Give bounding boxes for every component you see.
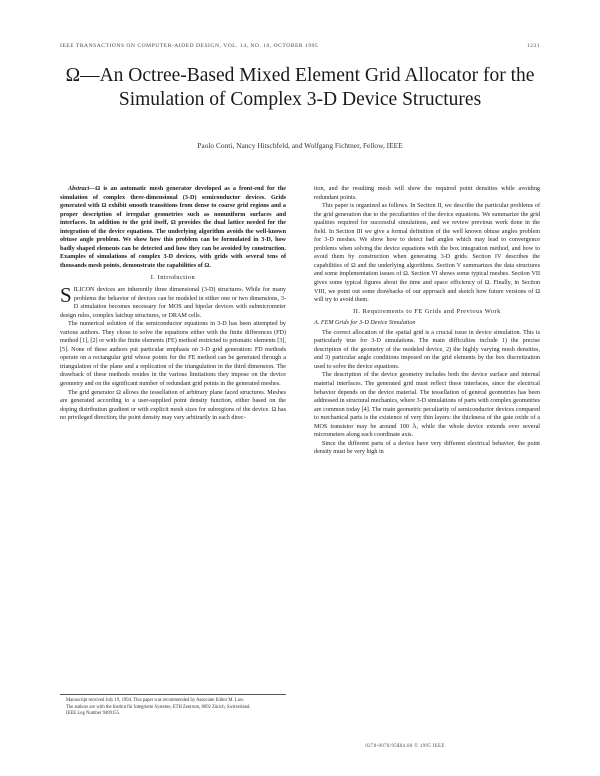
- abstract-label: Abstract—: [68, 186, 96, 192]
- paper-title: Ω—An Octree-Based Mixed Element Grid Allocator for the Simulation of Complex 3-D Device Structures: [65, 65, 535, 110]
- drop-cap: S: [60, 283, 72, 308]
- outline-paragraph: This paper is organized as follows. In Section II, we describe the particular problems of the grid generation due to the peculiarities of the device equations. We summarize the grid qualities required for successful simulations, and we review previous work done in the field. In Section III we give a formal definition of the well known obtuse angles problem for 3-D meshes. We show how to detect bad angles which may lead to convergence problems when solving the device equations with the box integration method, and how to avoid them by construction when generating 3-D grids. Section IV describes the capabilities of Ω and the underlying algorithms. Section V summarizes the data structures and some implementation issues of Ω. Section VI shows some typical meshes. Section VII gives some typical figures about the time and space efficiency of Ω. Finally, in Section VIII, we point out some drawbacks of our approach and sketch how future versions of Ω will try to avoid them.: [314, 203, 540, 304]
- intro-paragraph-1: [60, 283, 286, 320]
- running-head: [60, 43, 540, 53]
- footnote-received: Manuscript received July 19, 1994. This paper was recommended by Associate Editor M. Law.: [66, 698, 245, 703]
- intro-paragraph-2: The numerical solution of the semiconductor equations in 3-D has been attempted by various authors. They chose to solve the equations either with the finite differences (FD) method [1], [2] or with the finite elements (FE) method restricted to prismatic elements [3], [5]. None of these authors put particular emphasis on 3-D grid generation: FD methods operate on a rectangular grid whose points for the FE method can be generated through a triangulation of the plane and a replication of the triangulation in the third dimension. The drawback of these methods resides in the various limitations they impose on the device geometry and on the significant number of redundant grid points in the generated meshes.: [60, 321, 286, 388]
- footnote-ieee-log: IEEE Log Number 9409155.: [66, 711, 121, 717]
- footnote-affiliation: The authors are with the Institut für Integrierte Systeme, ETH Zentrum, 8092 Zürich, Switzerland.: [66, 704, 251, 710]
- running-head-journal: IEEE TRANSACTIONS ON COMPUTER-AIDED DESIGN, VOL. 14, NO. 10, OCTOBER 1995: [60, 43, 319, 49]
- page-number: 1231: [526, 43, 540, 49]
- right-column: [314, 185, 540, 457]
- abstract: [60, 185, 286, 270]
- footnotes: [60, 694, 286, 718]
- copyright-footer: 0278-0070/95$04.00 © 1995 IEEE: [365, 744, 445, 749]
- fem-paragraph-3: Since the different parts of a device have very different electrical behavior, the point density must be very high in: [314, 440, 540, 456]
- left-column: [60, 185, 286, 423]
- fem-paragraph-2: The description of the device geometry includes both the device surface and internal material interfaces. The generated grid must reflect these interfaces, since the electrical behavior depends on the device material. The tessellation of general geometries has been addressed in structural mechanics, where 3-D simulations of parts with complex geometries are common today [4]. The main geometric peculiarity of semiconductor devices compared to mechanical parts is the existence of very thin layers: the thickness of the gate oxide of a MOS transistor may be around 100 Å, while the whole device extends over several micrometers along each coordinate axis.: [314, 372, 540, 439]
- abstract-text: Ω is an automatic mesh generator developed as a front-end for the simulation of complex three-dimensional (3-D) semiconductor devices. Grids generated with Ω exhibit smooth transitions from dense to coarse grid regions and a proper description of irregular geometries such as nonuniform surfaces and interfaces. In addition to the grid itself, Ω provides the dual lattice needed for the integration of the device equations. The underlying algorithm avoids the well-known obtuse angle problem. We show how this problem can be formulated in 3-D, how badly shaped elements can be detected and how they can be avoided by construction. Examples of simulations of complex 3-D devices, with grids with several tens of thousands mesh points, demonstrate the capabilities of Ω.: [60, 186, 286, 269]
- intro-paragraph-1-text: ILICON devices are inherently three dimensional (3-D) structures. While for many problems the behavior of devices can be modeled in either one or two dimensions, 3-D simulation becomes necessary for MOS and bipolar devices with submicrometer design rules, complex latchup structures, or DRAM cells.: [60, 287, 286, 319]
- intro-paragraph-3: The grid generator Ω allows the tessellation of arbitrary plane faced structures. Meshes are generated according to a user-supplied point density function, either based on the doping distribution gradient or with explicit mesh sizes for subregions of the device. Ω has no privileged direction; the point density may vary arbitrarily in each direc-: [60, 389, 286, 422]
- section-heading-introduction: I. Introduction: [150, 274, 196, 282]
- subsection-heading-fem-grids: A. FEM Grids for 3-D Device Simulation: [314, 320, 416, 327]
- author-line: Paolo Conti, Nancy Hitschfeld, and Wolfgang Fichtner, Fellow, IEEE: [197, 141, 403, 150]
- intro-paragraph-3-continued: tion, and the resulting mesh will show the required point densities while avoiding redundant points.: [314, 186, 540, 201]
- fem-paragraph-1: The correct allocation of the spatial grid is a crucial issue in device simulation. This is particularly true for 3-D simulations. The main difficulties include 1) the precise description of the geometry of the modeled device, 2) the highly varying mesh densities, and 3) particular angle conditions imposed on the grid elements by the box discretization used to solve the device equations.: [314, 329, 540, 370]
- section-heading-requirements: II. Requirements to FE Grids and Previous Work: [353, 307, 501, 315]
